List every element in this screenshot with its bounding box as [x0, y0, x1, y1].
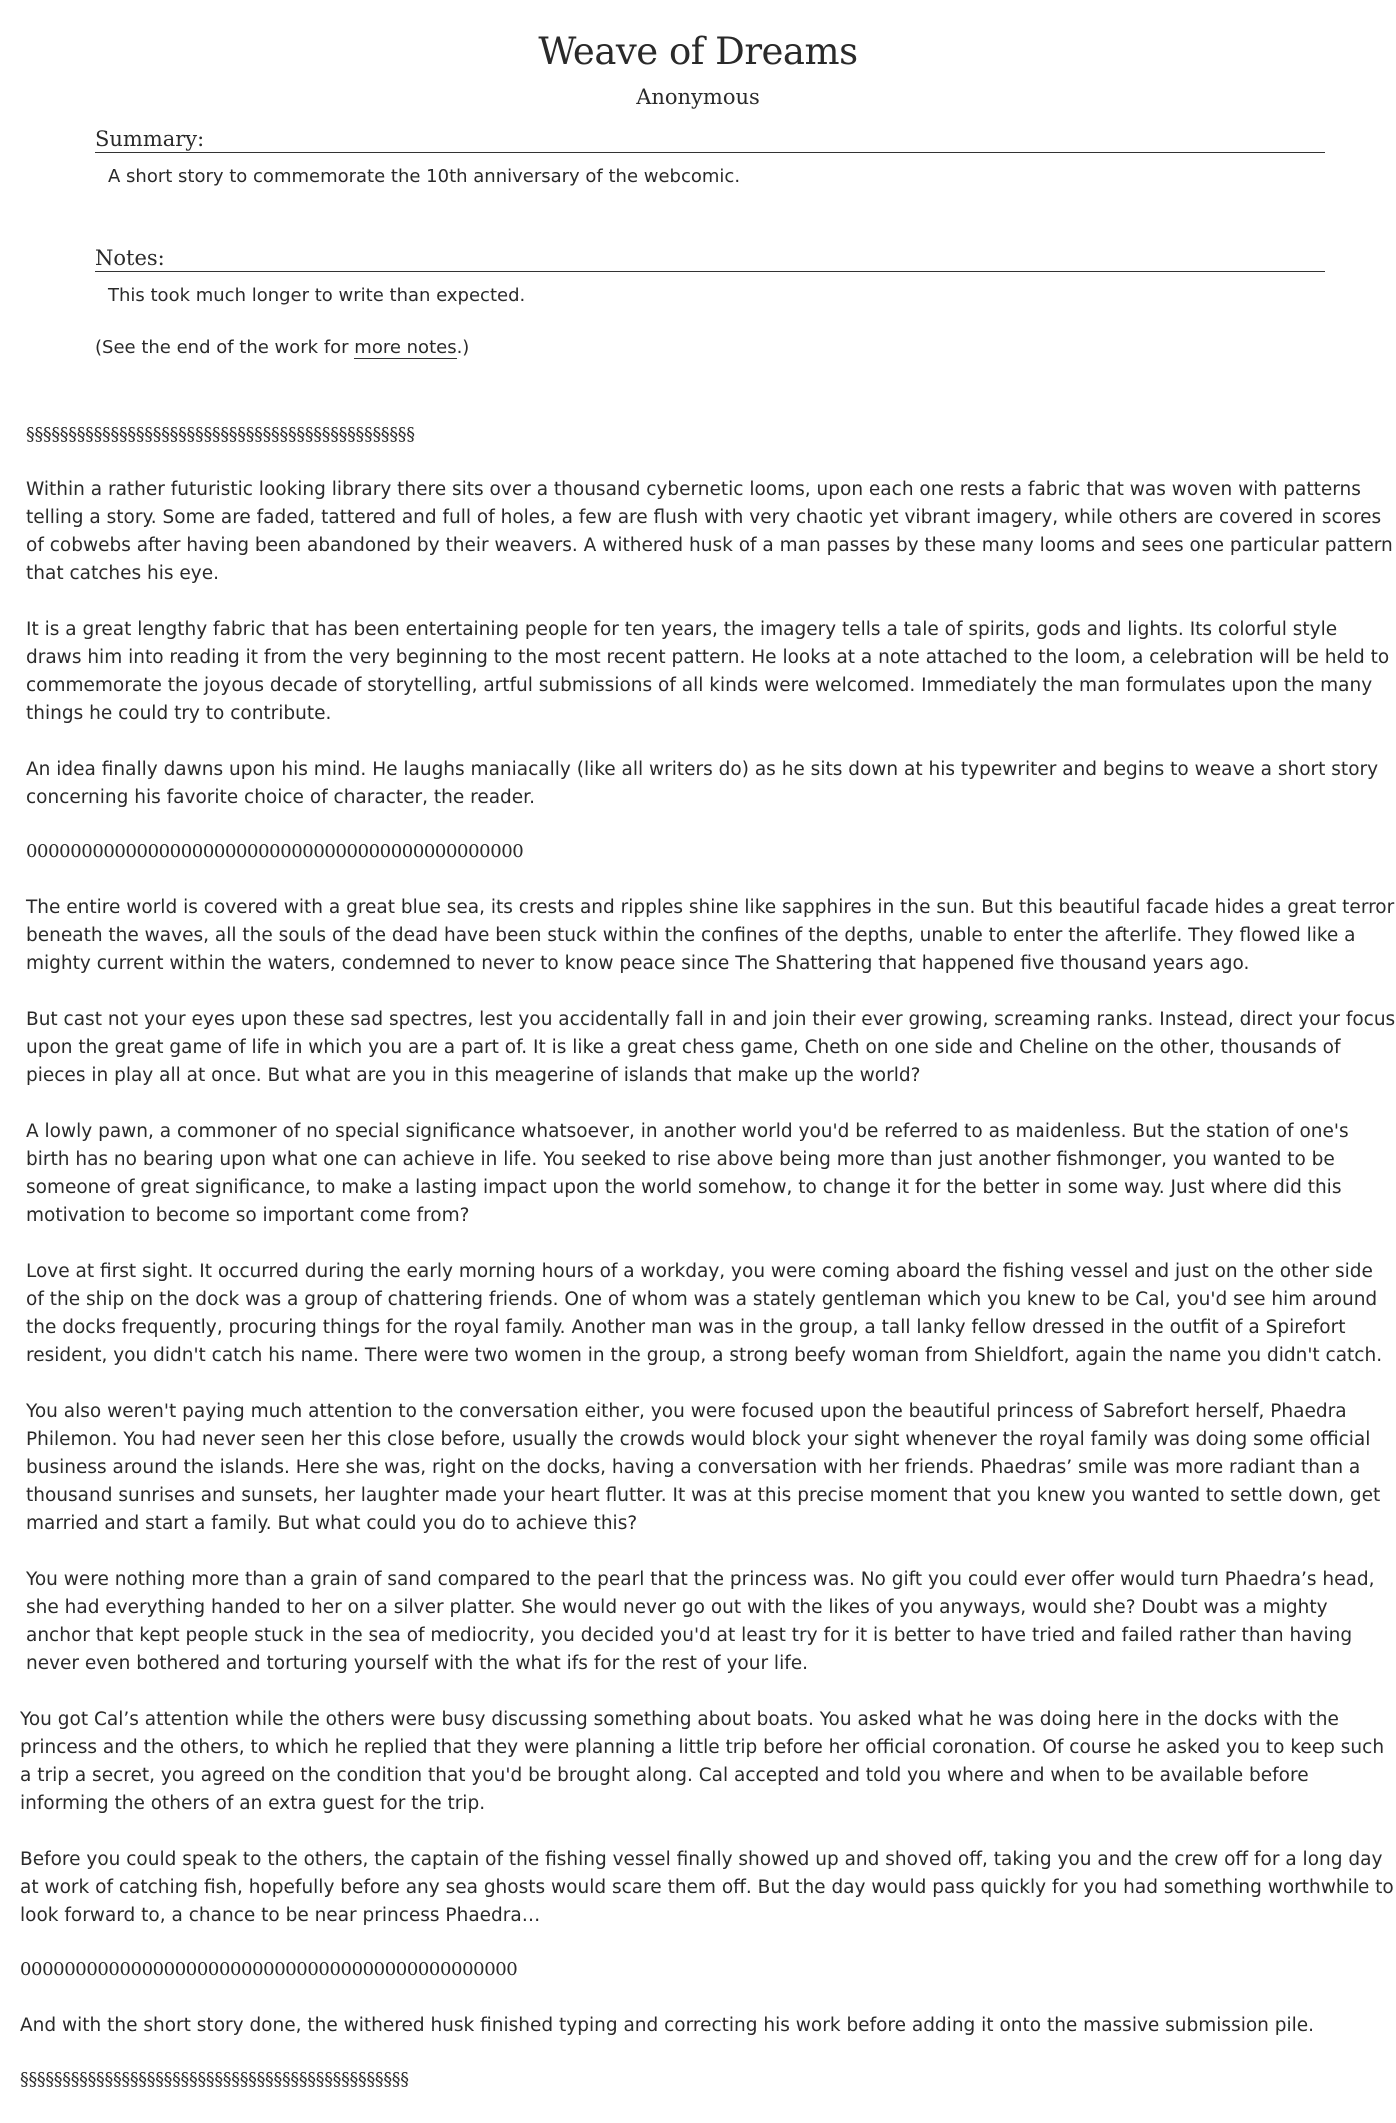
zero-divider-1: 000000000000000000000000000000000000000000000	[26, 841, 524, 862]
story-paragraph-1: Within a rather futuristic looking library there sits over a thousand cybernetic looms, upon each one rests a fabric that was woven with patterns telling a story. Some are faded, tattered and full of holes, a few are flush with very chaotic yet vibrant imagery, while others are covered in scores of cobwebs after having been abandoned by their weavers. A withered husk of a man passes by these many looms and sees one particular pattern that catches his eye.	[26, 479, 1393, 584]
story-body-part-2	[20, 1706, 1396, 2094]
summary-heading: Summary:	[95, 126, 1325, 153]
story-paragraph-11: Before you could speak to the others, the captain of the fishing vessel finally showed up and shoved off, taking you and the crew off for a long day at work of catching fish, hopefully before any sea ghosts would scare them off. But the day would pass quickly for you had something worthwhile to look forward to, a chance to be near princess Phaedra…	[20, 1849, 1394, 1926]
story-paragraph-8: You also weren't paying much attention to the conversation either, you were focused upon the beautiful princess of Sabrefort herself, Phaedra Philemon. You had never seen her this close before, usually the crowds would block your sight whenever the royal family was doing some official business around the islands. Here she was, right on the docks, having a conversation with her friends. Phaedras’ smile was more radiant than a thousand sunrises and sunsets, her laughter made your heart flutter. It was at this precise moment that you knew you wanted to settle down, get married and start a family. But what could you do to achieve this?	[26, 1401, 1381, 1534]
story-paragraph-5: But cast not your eyes upon these sad spectres, lest you accidentally fall in and join their ever growing, screaming ranks. Instead, direct your focus upon the great game of life in which you are a part of. It is like a great chess game, Cheth on one side and Cheline on the other, thousands of pieces in play all at once. But what are you in this meagerine of islands that make up the world?	[26, 1009, 1396, 1086]
work-title: Weave of Dreams	[538, 30, 858, 73]
more-notes-link[interactable]: more notes	[354, 337, 457, 358]
story-paragraph-4: The entire world is covered with a great blue sea, its crests and ripples shine like sapphires in the sun. But this beautiful facade hides a great terror beneath the waves, all the souls of the dead have been stuck within the confines of the depths, unable to enter the afterlife. They flowed like a mighty current within the waters, condemned to never to know peace since The Shattering that happened five thousand years ago.	[26, 897, 1395, 974]
preface	[95, 126, 1325, 362]
zero-divider-2: 000000000000000000000000000000000000000000000	[20, 1959, 518, 1980]
work-author: Anonymous	[636, 85, 760, 109]
section-divider-top: §§§§§§§§§§§§§§§§§§§§§§§§§§§§§§§§§§§§§§§§§§§§§§	[26, 425, 415, 445]
end-notes-suffix: .)	[456, 337, 470, 358]
story-paragraph-6: A lowly pawn, a commoner of no special significance whatsoever, in another world you'd be referred to as maidenless. But the station of one's birth has no bearing upon what one can achieve in life. You seeked to rise above being more than just another fishmonger, you wanted to be someone of great significance, to make a lasting impact upon the world somehow, to change it for the better in some way. Just where did this motivation to become so important come from?	[26, 1121, 1349, 1226]
summary-text: A short story to commemorate the 10th anniversary of the webcomic.	[108, 166, 741, 187]
story-paragraph-2: It is a great lengthy fabric that has been entertaining people for ten years, the imagery tells a tale of spirits, gods and lights. Its colorful style draws him into reading it from the very beginning to the most recent pattern. He looks at a note attached to the loom, a celebration will be held to commemorate the joyous decade of storytelling, artful submissions of all kinds were welcomed. Immediately the man formulates upon the many things he could try to contribute.	[26, 619, 1390, 724]
story-paragraph-3: An idea finally dawns upon his mind. He laughs maniacally (like all writers do) as he sits down at his typewriter and begins to weave a short story concerning his favorite choice of character, the reader.	[26, 759, 1379, 808]
story-paragraph-10: You got Cal’s attention while the others were busy discussing something about boats. You asked what he was doing here in the docks with the princess and the others, to which he replied that they were planning a little trip before her official coronation. Of course he asked you to keep such a trip a secret, you agreed on the condition that you'd be brought along. Cal accepted and told you where and when to be available before informing the others of an extra guest for the trip.	[20, 1709, 1385, 1814]
end-notes-reference	[95, 334, 1325, 362]
story-paragraph-12: And with the short story done, the withered husk finished typing and correcting his work before adding it onto the massive submission pile.	[20, 2015, 1315, 2036]
story-body-part-1	[26, 421, 1396, 1678]
story-paragraph-7: Love at first sight. It occurred during the early morning hours of a workday, you were coming aboard the fishing vessel and just on the other side of the ship on the dock was a group of chattering friends. One of whom was a stately gentleman which you knew to be Cal, you'd see him around the docks frequently, procuring things for the royal family. Another man was in the group, a tall lanky fellow dressed in the outfit of a Spirefort resident, you didn't catch his name. There were two women in the group, a strong beefy woman from Shieldfort, again the name you didn't catch.	[26, 1261, 1383, 1366]
notes-text: This took much longer to write than expected.	[108, 285, 526, 306]
end-notes-prefix: (See the end of the work for	[95, 337, 355, 358]
section-divider-bottom: §§§§§§§§§§§§§§§§§§§§§§§§§§§§§§§§§§§§§§§§§§§§§§	[20, 2070, 409, 2090]
notes-heading: Notes:	[95, 245, 1325, 272]
story-paragraph-9: You were nothing more than a grain of sand compared to the pearl that the princess was. No gift you could ever offer would turn Phaedra’s head, she had everything handed to her on a silver platter. She would never go out with the likes of you anyways, would she? Doubt was a mighty anchor that kept people stuck in the sea of mediocrity, you decided you'd at least try for it is better to have tried and failed rather than having never even bothered and torturing yourself with the what ifs for the rest of your life.	[26, 1569, 1375, 1674]
